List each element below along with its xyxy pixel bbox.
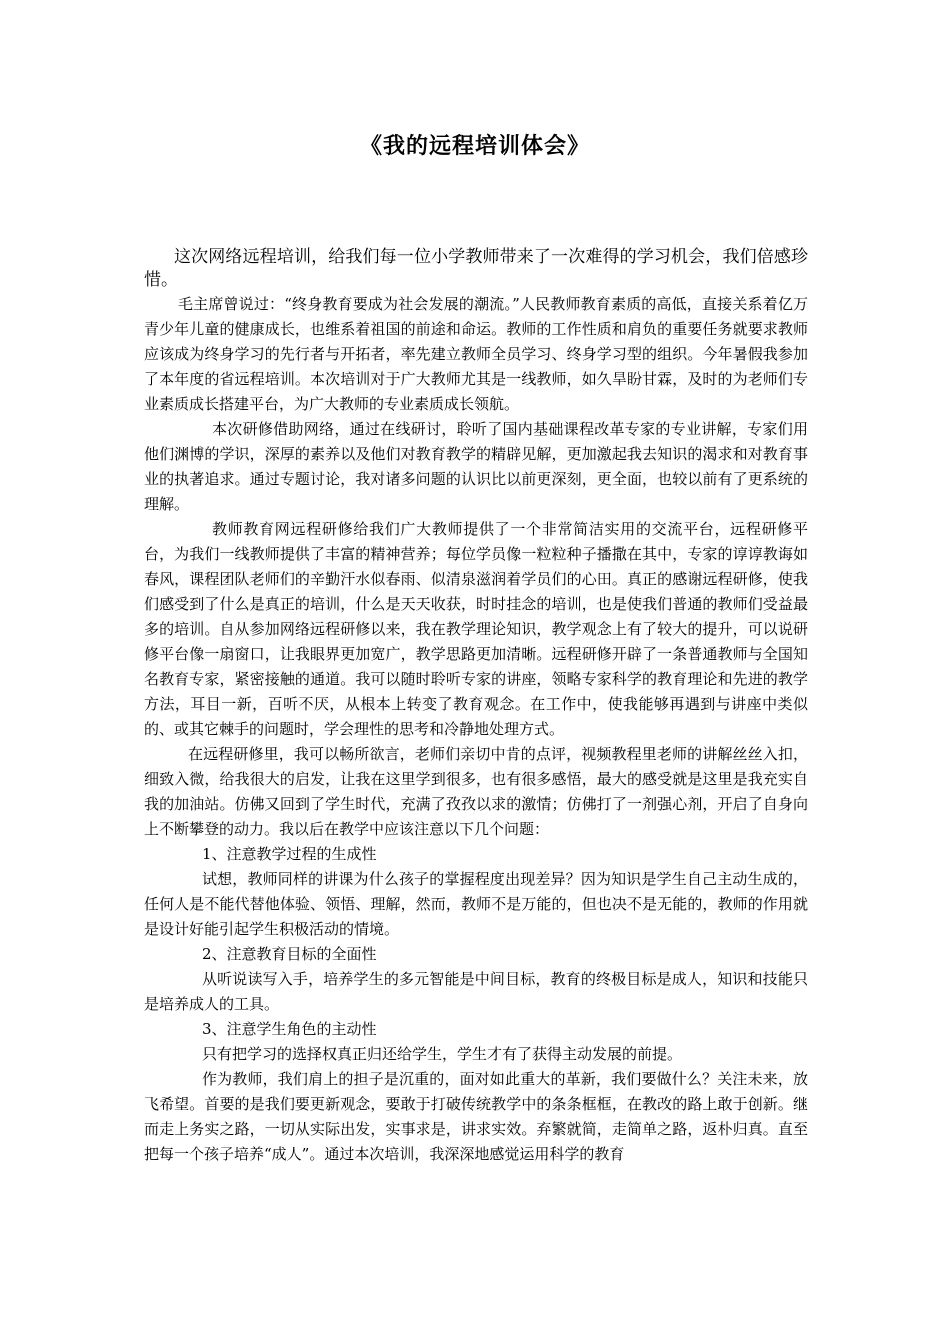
paragraph-platform: 教师教育网远程研修给我们广大教师提供了一个非常简洁实用的交流平台，远程研修平台，为我们一线教师提供了丰富的精神营养；每位学员像一粒粒种子播撒在其中，专家的谆谆教诲如春风，课程团队老师们的辛勤汗水似春雨、似清泉滋润着学员们的心田。真正的感谢远程研修，使我们感受到了什么是真正的培训，什么是天天收获，时时挂念的培训，也是使我们普通的教师们受益最多的培训。自从参加网络远程研修以来，我在教学理论知识，教学观念上有了较大的提升，可以说研修平台像一扇窗口，让我眼界更加宽广，教学思路更加清晰。远程研修开辟了一条普通教师与全国知名教育专家，紧密接触的通道。我可以随时聆听专家的讲座，领略专家科学的教育理论和先进的教学方法，耳目一新，百听不厌，从根本上转变了教育观念。在工作中，使我能够再遇到与讲座中类似的、或其它棘手的问题时，学会理性的思考和冷静地处理方式。 [144, 520, 808, 738]
document-body [144, 246, 808, 1167]
section-heading-2: 2、注意教育目标的全面性 [202, 945, 377, 963]
paragraph-reflection: 在远程研修里，我可以畅所欲言，老师们亲切中肯的点评，视频教程里老师的讲解丝丝入扣，细致入微，给我很大的启发，让我在这里学到很多，也有很多感悟，最大的感受就是这里是我充实自我的加油站。仿佛又回到了学生时代，充满了孜孜以求的激情；仿佛打了一剂强心剂，开启了自身向上不断攀登的动力。我以后在教学中应该注意以下几个问题： [144, 745, 808, 838]
document-title: 《我的远程培训体会》 [359, 133, 590, 159]
section-body-2: 从听说读写入手，培养学生的多元智能是中间目标，教育的终极目标是成人，知识和技能只是培养成人的工具。 [144, 970, 808, 1013]
paragraph-lifelong-learning: 毛主席曾说过：“终身教育要成为社会发展的潮流。”人民教师教育素质的高低，直接关系着亿万青少年儿童的健康成长，也维系着祖国的前途和命运。教师的工作性质和肩负的重要任务就要求教师应该成为终身学习的先行者与开拓者，率先建立教师全员学习、终身学习型的组织。今年暑假我参加了本年度的省远程培训。本次培训对于广大教师尤其是一线教师，如久旱盼甘霖，及时的为老师们专业素质成长搭建平台，为广大教师的专业素质成长领航。 [144, 295, 808, 413]
paragraph-online-study: 本次研修借助网络，通过在线研讨，聆听了国内基础课程改革专家的专业讲解，专家们用他们渊博的学识，深厚的素养以及他们对教育教学的精辟见解，更加激起我去知识的渴求和对教育事业的执著追求。通过专题讨论，我对诸多问题的认识比以前更深刻，更全面，也较以前有了更系统的理解。 [144, 420, 808, 513]
paragraph-intro: 这次网络远程培训，给我们每一位小学教师带来了一次难得的学习机会，我们倍感珍惜。 [144, 247, 808, 290]
section-heading-3: 3、注意学生角色的主动性 [202, 1020, 377, 1038]
paragraph-conclusion: 作为教师，我们肩上的担子是沉重的，面对如此重大的革新，我们要做什么？关注未来，放飞希望。首要的是我们要更新观念，要敢于打破传统教学中的条条框框，在教改的路上敢于创新。继而走上务实之路，一切从实际出发，实事求是，讲求实效。弃繁就简，走简单之路，返朴归真。直至把每一个孩子培养“成人”。通过本次培训，我深深地感觉运用科学的教育 [144, 1070, 808, 1163]
section-body-1: 试想，教师同样的讲课为什么孩子的掌握程度出现差异？因为知识是学生自己主动生成的，任何人是不能代替他体验、领悟、理解，然而，教师不是万能的，但也决不是无能的，教师的作用就是设计好能引起学生积极活动的情境。 [144, 870, 808, 938]
section-body-3: 只有把学习的选择权真正归还给学生，学生才有了获得主动发展的前提。 [202, 1045, 683, 1063]
section-heading-1: 1、注意教学过程的生成性 [202, 845, 377, 863]
